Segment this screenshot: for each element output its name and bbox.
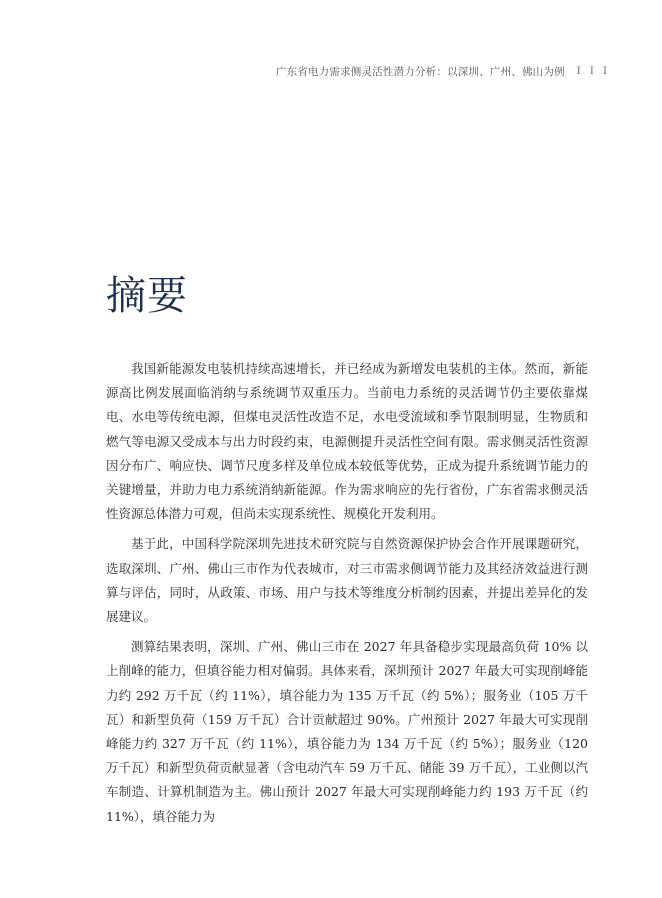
paragraph: 基于此，中国科学院深圳先进技术研究院与自然资源保护协会合作开展课题研究，选取深圳、广州、佛山三市作为代表城市，对三市需求侧调节能力及其经济效益进行测算与评估，同时，从政策、市场、用户与技术等维度分析制约因素，并提出差异化的发展建议。 — [106, 536, 588, 625]
abstract-body — [106, 357, 588, 835]
page-number: I I I — [576, 66, 610, 77]
running-header-title: 广东省电力需求侧灵活性潜力分析：以深圳、广州、佛山为例 — [275, 66, 565, 78]
paragraph: 我国新能源发电装机持续高速增长，并已经成为新增发电装机的主体。然而，新能源高比例发展面临消纳与系统调节双重压力。当前电力系统的灵活调节仍主要依靠煤电、水电等传统电源，但煤电灵活性改造不足，水电受流域和季节限制明显，生物质和燃气等电源又受成本与出力时段约束，电源侧提升灵活性空间有限。需求侧灵活性资源因分布广、响应快、调节尺度多样及单位成本较低等优势，正成为提升系统调节能力的关键增量，并助力电力系统消纳新能源。作为需求响应的先行省份，广东省需求侧灵活性资源总体潜力可观，但尚未实现系统性、规模化开发利用。 — [106, 361, 588, 522]
paragraph: 测算结果表明，深圳、广州、佛山三市在 2027 年具备稳步实现最高负荷 10% 以上削峰的能力，但填谷能力相对偏弱。具体来看，深圳预计 2027 年最大可实现削峰能力约 292 万千瓦（约 11%），填谷能力为 135 万千瓦（约 5%）；服务业（105 万千瓦）和新型负荷（159 万千瓦）合计贡献超过 90%。广州预计 2027 年最大可实现削峰能力约 327 万千瓦（约 11%），填谷能力为 134 万千瓦（约 5%）；服务业（120 万千瓦）和新型负荷贡献显著（含电动汽车 59 万千瓦、储能 39 万千瓦），工业侧以汽车制造、计算机制造为主。佛山预计 2027 年最大可实现削峰能力约 193 万千瓦（约 11%），填谷能力为 — [106, 639, 588, 824]
section-title: 摘要 — [106, 273, 188, 319]
running-header — [276, 64, 610, 79]
